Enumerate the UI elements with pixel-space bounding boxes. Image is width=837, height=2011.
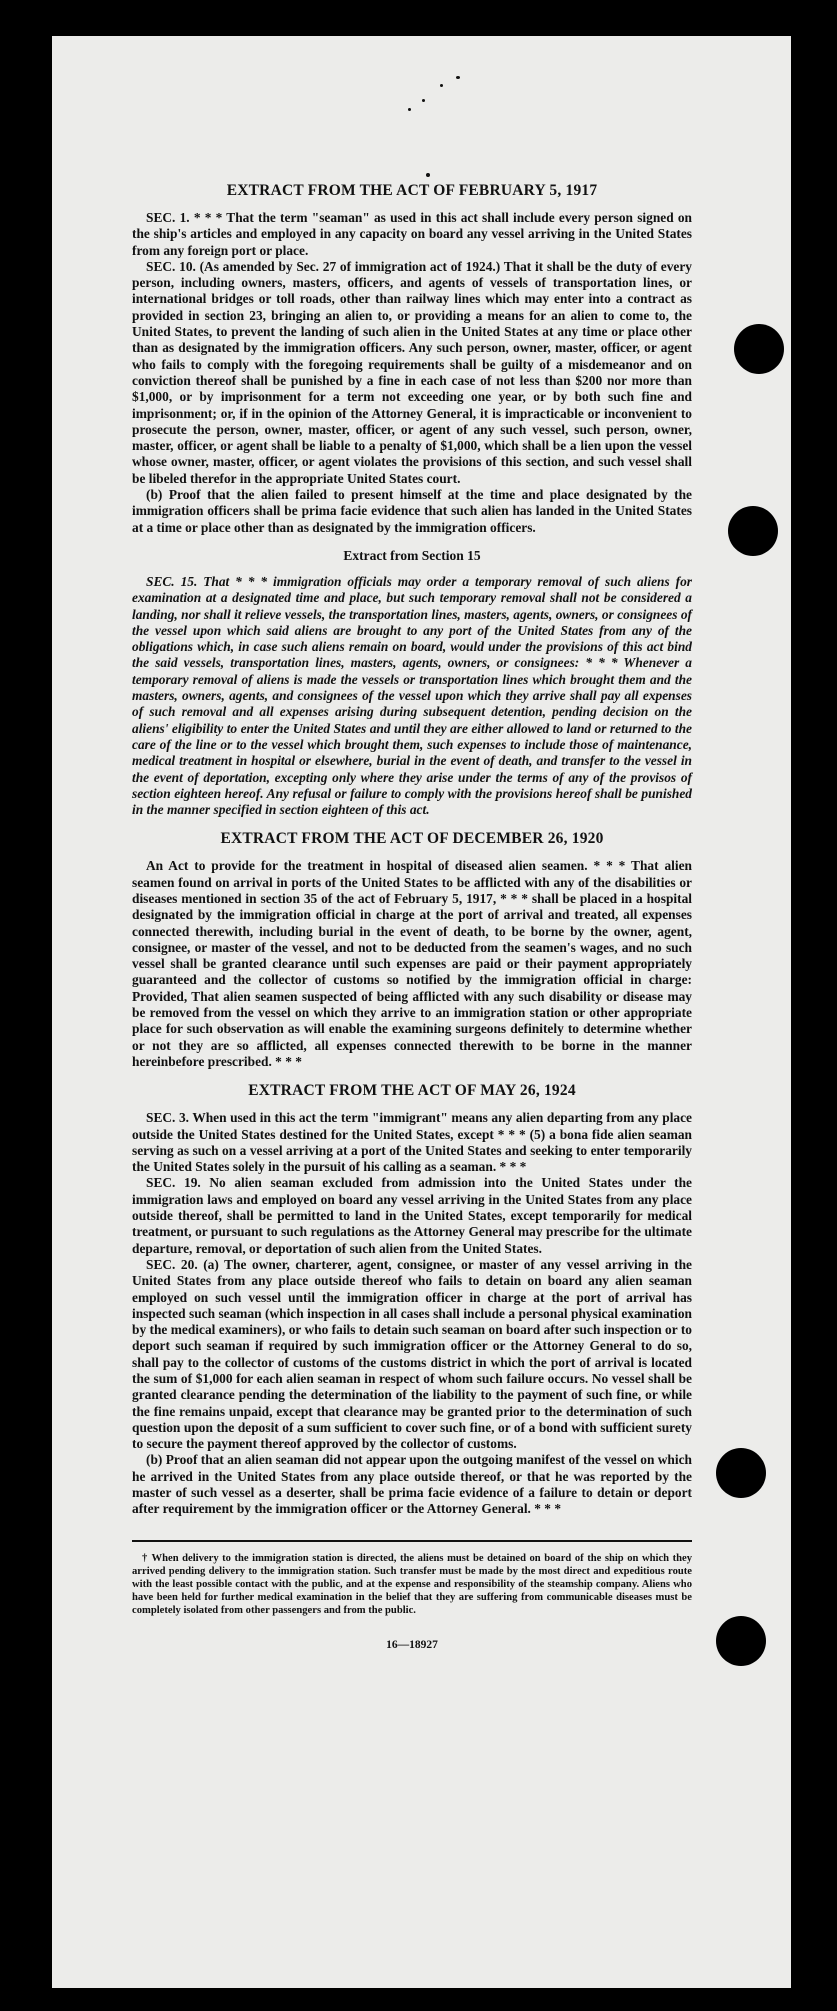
paragraph-act-1920: An Act to provide for the treatment in hospital of diseased alien seamen. * * * That alien seamen found on arrival in ports of the United States to be afflicted with any of the disabilities or diseases mentioned in section 35 of the act of February 5, 1917, * * * shall be placed in a hospital designated by the immigration official in charge at the port of arrival and treated, all expenses connected therewith, including burial in the event of death, to be borne by the owner, agent, consignee, or master of the vessel, and not to be deducted from the seamen's wages, and no such vessel shall be granted clearance until such expenses are paid or their payment appropriately guaranteed and the collector of customs so notified by the immigration official in charge: Provided, That alien seamen suspected of being afflicted with any such disability or disease may be removed from the vessel on which they arrive to an immigration station or other appropriate place for such observation as will enable the examining surgeons definitely to determine whether or not they are so afflicted, all expenses connected therewith to be borne in the manner hereinbefore prescribed. * * *: [132, 858, 692, 1069]
paragraph-sec-19: SEC. 19. No alien seaman excluded from admission into the United States under the immigration laws and employed on board any vessel arriving in the United States from any place outside thereof, shall be permitted to land in the United States, except temporarily for medical treatment, or pursuant to such regulations as the Attorney General may prescribe for the ultimate departure, removal, or deportation of such alien from the United States.: [132, 1175, 692, 1256]
footnote-divider: [132, 1540, 692, 1542]
paragraph-sec-20-b: (b) Proof that an alien seaman did not appear upon the outgoing manifest of the vessel on which he arrived in the United States from any place outside thereof, or that he was reported by the master of such vessel as a deserter, shall be prima facie evidence of a failure to detain or deport after requirement by the immigration officer or the Attorney General. * * *: [132, 1452, 692, 1517]
paragraph-sec-10: SEC. 10. (As amended by Sec. 27 of immigration act of 1924.) That it shall be the duty of every person, including owners, masters, officers, and agents of vessels of transportation lines, or international bridges or toll roads, other than railway lines which may enter into a contract as provided in section 23, bringing an alien to, or providing a means for an alien to come to, the United States, to prevent the landing of such alien in the United States at any time or place other than as designated by the immigration officers. Any such person, owner, master, officer, or agent who fails to comply with the foregoing requirements shall be guilty of a misdemeanor and on conviction thereof shall be punished by a fine in each case of not less than $200 nor more than $1,000, or by imprisonment for a term not exceeding one year, or by both such fine and imprisonment; or, if in the opinion of the Attorney General, it is impracticable or inconvenient to prosecute the person, owner, master, officer, or agent of any such vessel, such person, owner, master, officer, or agent shall be liable to a penalty of $1,000, which shall be a lien upon the vessel whose owner, master, officer, or agent violates the provisions of this section, and such vessel shall be libeled therefor in the appropriate United States court.: [132, 258, 692, 486]
section-heading-dec-1920: EXTRACT FROM THE ACT OF DECEMBER 26, 1920: [220, 830, 604, 848]
paragraph-sec-10-b: (b) Proof that the alien failed to present himself at the time and place designated by the immigration officers shall be prima facie evidence that such alien has landed in the United States at a time or place other than as designated by the immigration officers.: [132, 487, 692, 535]
paragraph-sec-3: SEC. 3. When used in this act the term "immigrant" means any alien departing from any place outside the United States destined for the United States, except * * * (5) a bona fide alien seaman serving as such on a vessel arriving at a port of the United States and seeking to enter temporarily the United States solely in the pursuit of his calling as a seaman. * * *: [132, 1110, 692, 1175]
scan-speck: [426, 173, 430, 177]
footnote: † When delivery to the immigration station is directed, the aliens must be detained on board of the ship on which they arrived pending delivery to the immigration station. Such transfer must be made by the most direct and expeditious route with the least possible contact with the public, and at the expense and responsibility of the steamship company. Aliens who have been held for further medical examination in the belief that they are suffering from communicable diseases must be completely isolated from other passengers and from the public.: [132, 1552, 692, 1616]
section-heading-section-15: Extract from Section 15: [343, 547, 481, 563]
punch-hole: [728, 506, 778, 556]
text-column: [132, 182, 692, 1651]
scan-speck: [422, 99, 425, 102]
punch-hole: [734, 324, 784, 374]
scan-speck: [408, 108, 411, 111]
document-page: [52, 36, 791, 1988]
paragraph-sec-1: SEC. 1. * * * That the term "seaman" as used in this act shall include every person signed on the ship's articles and employed in any capacity on board any vessel arriving in the United States from any foreign port or place.: [132, 210, 692, 258]
punch-hole: [716, 1616, 766, 1666]
section-heading-feb-1917: EXTRACT FROM THE ACT OF FEBRUARY 5, 1917: [226, 182, 598, 199]
paragraph-sec-15: SEC. 15. That * * * immigration officials may order a temporary removal of such aliens for examination at a designated time and place, but such temporary removal shall not be considered a landing, nor shall it relieve vessels, the transportation lines, masters, agents, owners, or consignees of the vessel upon which said aliens are brought to any port of the United States from any of the obligations which, in case such aliens remain on board, would under the provisions of this act bind the said vessels, transportation lines, masters, agents, owners, or consignees: * * * Whenever a temporary removal of aliens is made the vessels or transportation lines which brought them and the masters, owners, agents, and consignees of the vessel upon which they arrive shall pay all expenses of such removal and all expenses arising during subsequent detention, pending decision on the aliens' eligibility to enter the United States and until they are either allowed to land or returned to the care of the line or to the vessel which brought them, such expenses to include those of maintenance, medical treatment in hospital or elsewhere, burial in the event of death, and transfer to the vessel in the event of deportation, excepting only where they arise under the terms of any of the provisos of section eighteen hereof. Any refusal or failure to comply with the provisions hereof shall be punished in the manner specified in section eighteen of this act.: [132, 573, 692, 818]
punch-hole: [716, 1448, 766, 1498]
scan-speck: [440, 84, 443, 87]
page-number: 16—18927: [386, 1638, 438, 1651]
paragraph-sec-20-a: SEC. 20. (a) The owner, charterer, agent, consignee, or master of any vessel arriving in the United States from any place outside thereof who fails to detain on board any alien seaman employed on such vessel until the immigration officer in charge at the port of arrival has inspected such seaman (which inspection in all cases shall include a personal physical examination by the medical examiners), or who fails to detain such seaman on board after such inspection or to deport such seaman if required by such immigration officer or the Attorney General to do so, shall pay to the collector of customs of the customs district in which the port of arrival is located the sum of $1,000 for each alien seaman in respect of whom such failure occurs. No vessel shall be granted clearance pending the determination of the liability to the payment of such fine, or while the fine remains unpaid, except that clearance may be granted prior to the determination of such question upon the deposit of a sum sufficient to cover such fine, or of a bond with sufficient surety to secure the payment thereof approved by the collector of customs.: [132, 1256, 692, 1452]
scan-speck: [456, 76, 460, 79]
section-heading-may-1924: EXTRACT FROM THE ACT OF MAY 26, 1924: [248, 1082, 576, 1100]
